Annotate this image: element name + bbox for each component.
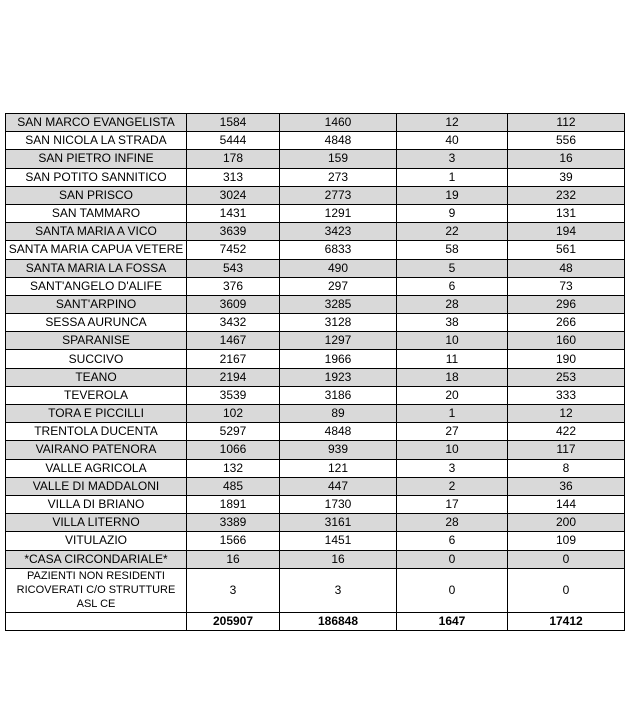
value-2: 3285 <box>280 295 397 313</box>
value-2: 297 <box>280 277 397 295</box>
value-2: 1966 <box>280 350 397 368</box>
value-4: 232 <box>508 186 625 204</box>
municipality-name: VALLE DI MADDALONI <box>6 477 187 495</box>
value-4: 131 <box>508 204 625 222</box>
municipality-name: SAN NICOLA LA STRADA <box>6 132 187 150</box>
value-3: 17 <box>397 495 508 513</box>
table-row <box>6 168 625 186</box>
total-value-1: 205907 <box>187 612 280 630</box>
value-2: 3128 <box>280 314 397 332</box>
value-3: 12 <box>397 114 508 132</box>
value-2: 490 <box>280 259 397 277</box>
value-1: 102 <box>187 405 280 423</box>
value-1: 3024 <box>187 186 280 204</box>
value-4: 266 <box>508 314 625 332</box>
table-row <box>6 332 625 350</box>
municipality-name: VALLE AGRICOLA <box>6 459 187 477</box>
value-1: 3639 <box>187 223 280 241</box>
table-row <box>6 423 625 441</box>
municipality-name: SANTA MARIA LA FOSSA <box>6 259 187 277</box>
total-value-3: 1647 <box>397 612 508 630</box>
value-3: 3 <box>397 150 508 168</box>
value-1: 313 <box>187 168 280 186</box>
value-2: 3186 <box>280 386 397 404</box>
value-3: 28 <box>397 514 508 532</box>
value-3: 28 <box>397 295 508 313</box>
value-2: 159 <box>280 150 397 168</box>
value-4: 194 <box>508 223 625 241</box>
table-row <box>6 114 625 132</box>
data-table-container <box>5 113 625 631</box>
table-row <box>6 241 625 259</box>
value-1: 3389 <box>187 514 280 532</box>
value-3: 40 <box>397 132 508 150</box>
non-residents-row <box>6 568 625 612</box>
table-row <box>6 532 625 550</box>
table-row <box>6 150 625 168</box>
value-4: 109 <box>508 532 625 550</box>
value-1: 2167 <box>187 350 280 368</box>
value-1: 1566 <box>187 532 280 550</box>
value-4: 0 <box>508 550 625 568</box>
value-4: 296 <box>508 295 625 313</box>
value-1: 376 <box>187 277 280 295</box>
value-3: 18 <box>397 368 508 386</box>
table-row <box>6 259 625 277</box>
municipality-name: SANT'ARPINO <box>6 295 187 313</box>
municipality-name: SPARANISE <box>6 332 187 350</box>
table-body <box>6 114 625 631</box>
value-3: 1 <box>397 168 508 186</box>
value-4: 200 <box>508 514 625 532</box>
municipality-name: TEVEROLA <box>6 386 187 404</box>
non-residents-value-1: 3 <box>187 568 280 612</box>
value-2: 4848 <box>280 423 397 441</box>
value-4: 16 <box>508 150 625 168</box>
value-1: 1431 <box>187 204 280 222</box>
municipality-name: TORA E PICCILLI <box>6 405 187 423</box>
municipality-name: SANT'ANGELO D'ALIFE <box>6 277 187 295</box>
value-4: 190 <box>508 350 625 368</box>
value-1: 1891 <box>187 495 280 513</box>
municipality-name: VILLA DI BRIANO <box>6 495 187 513</box>
table-row <box>6 295 625 313</box>
value-2: 1730 <box>280 495 397 513</box>
table-row <box>6 441 625 459</box>
value-2: 121 <box>280 459 397 477</box>
value-3: 20 <box>397 386 508 404</box>
value-4: 556 <box>508 132 625 150</box>
municipality-name: SUCCIVO <box>6 350 187 368</box>
value-3: 9 <box>397 204 508 222</box>
value-4: 117 <box>508 441 625 459</box>
value-1: 7452 <box>187 241 280 259</box>
value-1: 5297 <box>187 423 280 441</box>
municipality-name: TRENTOLA DUCENTA <box>6 423 187 441</box>
value-2: 273 <box>280 168 397 186</box>
value-4: 253 <box>508 368 625 386</box>
value-1: 543 <box>187 259 280 277</box>
value-4: 112 <box>508 114 625 132</box>
value-4: 36 <box>508 477 625 495</box>
municipality-name: SAN PRISCO <box>6 186 187 204</box>
municipality-name: SAN TAMMARO <box>6 204 187 222</box>
value-1: 5444 <box>187 132 280 150</box>
value-3: 10 <box>397 441 508 459</box>
table-row <box>6 350 625 368</box>
value-3: 2 <box>397 477 508 495</box>
totals-label <box>6 612 187 630</box>
value-3: 22 <box>397 223 508 241</box>
municipality-name: VAIRANO PATENORA <box>6 441 187 459</box>
value-2: 447 <box>280 477 397 495</box>
value-1: 178 <box>187 150 280 168</box>
municipality-name: SANTA MARIA A VICO <box>6 223 187 241</box>
value-4: 48 <box>508 259 625 277</box>
table-row <box>6 405 625 423</box>
value-3: 0 <box>397 550 508 568</box>
total-value-2: 186848 <box>280 612 397 630</box>
non-residents-value-2: 3 <box>280 568 397 612</box>
value-3: 1 <box>397 405 508 423</box>
table-row <box>6 368 625 386</box>
table-row <box>6 477 625 495</box>
value-1: 3539 <box>187 386 280 404</box>
value-1: 16 <box>187 550 280 568</box>
value-1: 485 <box>187 477 280 495</box>
municipality-name: *CASA CIRCONDARIALE* <box>6 550 187 568</box>
municipality-name: SAN PIETRO INFINE <box>6 150 187 168</box>
value-4: 12 <box>508 405 625 423</box>
table-row <box>6 386 625 404</box>
value-4: 160 <box>508 332 625 350</box>
value-2: 1923 <box>280 368 397 386</box>
value-4: 561 <box>508 241 625 259</box>
municipality-name: SAN POTITO SANNITICO <box>6 168 187 186</box>
non-residents-value-4: 0 <box>508 568 625 612</box>
value-2: 1460 <box>280 114 397 132</box>
value-1: 1066 <box>187 441 280 459</box>
value-2: 6833 <box>280 241 397 259</box>
value-4: 422 <box>508 423 625 441</box>
table-row <box>6 186 625 204</box>
value-3: 27 <box>397 423 508 441</box>
non-residents-value-3: 0 <box>397 568 508 612</box>
table-row <box>6 550 625 568</box>
municipality-name: VILLA LITERNO <box>6 514 187 532</box>
value-3: 38 <box>397 314 508 332</box>
municipality-name: TEANO <box>6 368 187 386</box>
value-3: 6 <box>397 532 508 550</box>
value-3: 5 <box>397 259 508 277</box>
value-2: 1291 <box>280 204 397 222</box>
value-4: 333 <box>508 386 625 404</box>
value-3: 11 <box>397 350 508 368</box>
table-row <box>6 495 625 513</box>
value-2: 3423 <box>280 223 397 241</box>
table-row <box>6 314 625 332</box>
municipality-table <box>5 113 625 631</box>
municipality-name: VITULAZIO <box>6 532 187 550</box>
value-2: 1297 <box>280 332 397 350</box>
municipality-name: SESSA AURUNCA <box>6 314 187 332</box>
value-2: 16 <box>280 550 397 568</box>
value-2: 2773 <box>280 186 397 204</box>
non-residents-label: PAZIENTI NON RESIDENTI RICOVERATI C/O STRUTTURE ASL CE <box>6 568 187 612</box>
value-1: 1584 <box>187 114 280 132</box>
table-row <box>6 514 625 532</box>
value-3: 3 <box>397 459 508 477</box>
value-2: 1451 <box>280 532 397 550</box>
value-2: 939 <box>280 441 397 459</box>
value-1: 3432 <box>187 314 280 332</box>
value-2: 4848 <box>280 132 397 150</box>
table-row <box>6 132 625 150</box>
value-3: 10 <box>397 332 508 350</box>
value-4: 8 <box>508 459 625 477</box>
value-3: 19 <box>397 186 508 204</box>
totals-row <box>6 612 625 630</box>
value-4: 144 <box>508 495 625 513</box>
value-1: 132 <box>187 459 280 477</box>
value-2: 3161 <box>280 514 397 532</box>
table-row <box>6 204 625 222</box>
municipality-name: SAN MARCO EVANGELISTA <box>6 114 187 132</box>
total-value-4: 17412 <box>508 612 625 630</box>
value-2: 89 <box>280 405 397 423</box>
value-1: 2194 <box>187 368 280 386</box>
value-1: 3609 <box>187 295 280 313</box>
table-row <box>6 277 625 295</box>
table-row <box>6 459 625 477</box>
municipality-name: SANTA MARIA CAPUA VETERE <box>6 241 187 259</box>
value-4: 39 <box>508 168 625 186</box>
table-row <box>6 223 625 241</box>
value-1: 1467 <box>187 332 280 350</box>
value-3: 58 <box>397 241 508 259</box>
value-4: 73 <box>508 277 625 295</box>
value-3: 6 <box>397 277 508 295</box>
